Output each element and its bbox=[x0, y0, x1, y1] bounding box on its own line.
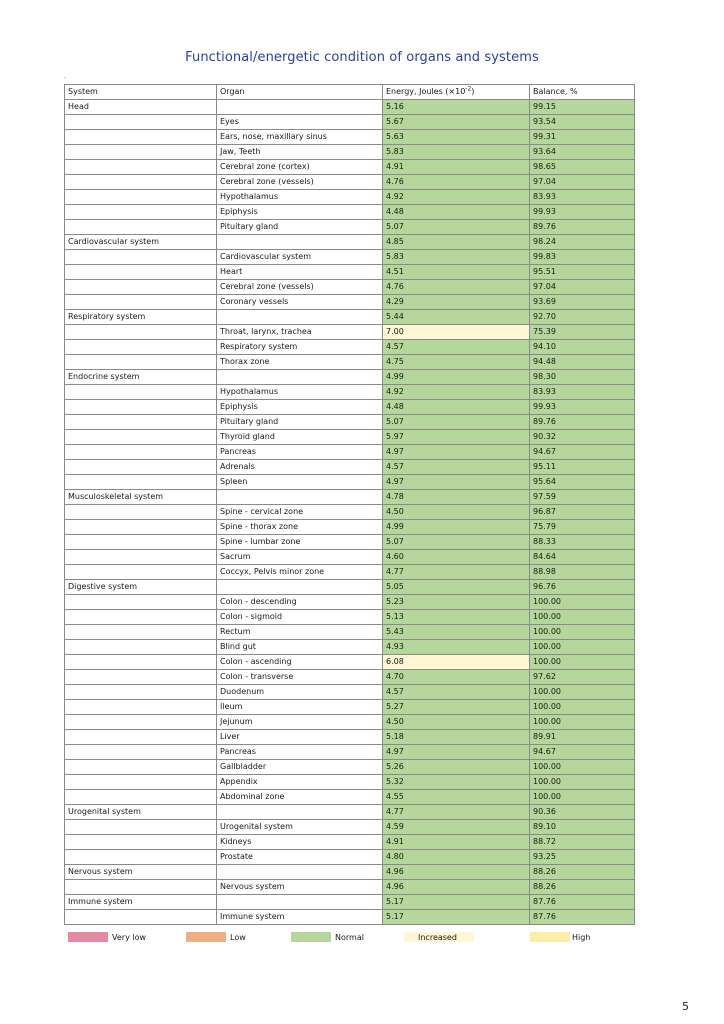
cell-organ: Thorax zone bbox=[217, 355, 383, 370]
cell-energy: 4.96 bbox=[383, 880, 530, 895]
cell-balance: 99.31 bbox=[530, 130, 635, 145]
header-energy-suffix: ) bbox=[471, 87, 475, 96]
cell-organ: Cardiovascular system bbox=[217, 250, 383, 265]
cell-organ: Abdominal zone bbox=[217, 790, 383, 805]
color-legend bbox=[64, 932, 634, 944]
cell-system bbox=[65, 565, 217, 580]
cell-balance: 100.00 bbox=[530, 700, 635, 715]
legend-label: Very low bbox=[112, 933, 146, 942]
cell-system bbox=[65, 400, 217, 415]
cell-balance: 88.98 bbox=[530, 565, 635, 580]
cell-energy: 4.92 bbox=[383, 190, 530, 205]
cell-system bbox=[65, 640, 217, 655]
cell-balance: 89.76 bbox=[530, 220, 635, 235]
cell-balance: 96.76 bbox=[530, 580, 635, 595]
cell-organ: Throat, larynx, trachea bbox=[217, 325, 383, 340]
table-row bbox=[65, 715, 635, 730]
cell-organ: Nervous system bbox=[217, 880, 383, 895]
cell-organ: Coronary vessels bbox=[217, 295, 383, 310]
cell-system: Immune system bbox=[65, 895, 217, 910]
table-row bbox=[65, 835, 635, 850]
cell-organ: Jejunum bbox=[217, 715, 383, 730]
table-row bbox=[65, 355, 635, 370]
cell-organ: Cerebral zone (vessels) bbox=[217, 280, 383, 295]
cell-organ: Hypothalamus bbox=[217, 385, 383, 400]
cell-energy: 5.67 bbox=[383, 115, 530, 130]
cell-organ bbox=[217, 490, 383, 505]
cell-balance: 88.33 bbox=[530, 535, 635, 550]
header-system: System bbox=[65, 85, 217, 100]
cell-system bbox=[65, 475, 217, 490]
cell-system bbox=[65, 730, 217, 745]
cell-energy: 5.26 bbox=[383, 760, 530, 775]
cell-energy: 5.05 bbox=[383, 580, 530, 595]
header-energy-exponent: -2 bbox=[465, 85, 472, 93]
cell-system: Endocrine system bbox=[65, 370, 217, 385]
cell-energy: 4.97 bbox=[383, 745, 530, 760]
table-row bbox=[65, 250, 635, 265]
cell-energy: 5.44 bbox=[383, 310, 530, 325]
cell-organ: Blind gut bbox=[217, 640, 383, 655]
cell-organ: Colon - descending bbox=[217, 595, 383, 610]
cell-balance: 92.70 bbox=[530, 310, 635, 325]
cell-energy: 4.99 bbox=[383, 370, 530, 385]
cell-energy: 4.85 bbox=[383, 235, 530, 250]
table-row bbox=[65, 790, 635, 805]
cell-balance: 100.00 bbox=[530, 790, 635, 805]
header-energy-prefix: Energy, Joules (×10 bbox=[386, 87, 466, 96]
cell-system bbox=[65, 835, 217, 850]
cell-system: Digestive system bbox=[65, 580, 217, 595]
cell-energy: 4.59 bbox=[383, 820, 530, 835]
cell-energy: 4.75 bbox=[383, 355, 530, 370]
legend-swatch bbox=[68, 932, 108, 942]
cell-system bbox=[65, 655, 217, 670]
cell-balance: 93.25 bbox=[530, 850, 635, 865]
cell-energy: 4.51 bbox=[383, 265, 530, 280]
cell-system: Urogenital system bbox=[65, 805, 217, 820]
cell-energy: 5.07 bbox=[383, 415, 530, 430]
legend-label: Low bbox=[230, 933, 246, 942]
cell-balance: 97.04 bbox=[530, 175, 635, 190]
cell-system bbox=[65, 850, 217, 865]
table-row bbox=[65, 400, 635, 415]
table-row bbox=[65, 175, 635, 190]
table-row bbox=[65, 655, 635, 670]
table-row bbox=[65, 670, 635, 685]
cell-balance: 89.91 bbox=[530, 730, 635, 745]
cell-system bbox=[65, 295, 217, 310]
cell-energy: 4.96 bbox=[383, 865, 530, 880]
table-row bbox=[65, 865, 635, 880]
cell-balance: 95.11 bbox=[530, 460, 635, 475]
cell-energy: 7.00 bbox=[383, 325, 530, 340]
legend-swatch bbox=[186, 932, 226, 942]
cell-balance: 99.93 bbox=[530, 400, 635, 415]
cell-balance: 94.67 bbox=[530, 445, 635, 460]
table-row bbox=[65, 685, 635, 700]
legend-swatch bbox=[291, 932, 331, 942]
cell-system: Head bbox=[65, 100, 217, 115]
cell-organ: Cerebral zone (vessels) bbox=[217, 175, 383, 190]
cell-balance: 99.93 bbox=[530, 205, 635, 220]
cell-organ bbox=[217, 580, 383, 595]
cell-organ: Epiphysis bbox=[217, 400, 383, 415]
table-row bbox=[65, 700, 635, 715]
cell-energy: 5.13 bbox=[383, 610, 530, 625]
table-row bbox=[65, 160, 635, 175]
table-body bbox=[65, 100, 635, 925]
cell-energy: 4.57 bbox=[383, 340, 530, 355]
legend-swatch bbox=[530, 932, 570, 942]
cell-organ bbox=[217, 805, 383, 820]
cell-organ: Spine - lumbar zone bbox=[217, 535, 383, 550]
table-row bbox=[65, 415, 635, 430]
cell-energy: 5.16 bbox=[383, 100, 530, 115]
cell-balance: 93.64 bbox=[530, 145, 635, 160]
cell-balance: 94.48 bbox=[530, 355, 635, 370]
cell-organ: Colon - transverse bbox=[217, 670, 383, 685]
cell-balance: 88.26 bbox=[530, 880, 635, 895]
cell-balance: 93.54 bbox=[530, 115, 635, 130]
organs-table bbox=[64, 84, 635, 925]
table-row bbox=[65, 385, 635, 400]
cell-energy: 5.18 bbox=[383, 730, 530, 745]
cell-system bbox=[65, 880, 217, 895]
cell-organ bbox=[217, 370, 383, 385]
table-row bbox=[65, 235, 635, 250]
cell-system bbox=[65, 700, 217, 715]
table-row bbox=[65, 805, 635, 820]
table-row bbox=[65, 775, 635, 790]
cell-organ: Duodenum bbox=[217, 685, 383, 700]
table-row bbox=[65, 460, 635, 475]
table-row bbox=[65, 430, 635, 445]
table-row bbox=[65, 190, 635, 205]
table-row bbox=[65, 220, 635, 235]
stray-mark: . bbox=[64, 73, 66, 80]
cell-balance: 95.51 bbox=[530, 265, 635, 280]
table-row bbox=[65, 820, 635, 835]
cell-system bbox=[65, 760, 217, 775]
table-row bbox=[65, 325, 635, 340]
cell-system bbox=[65, 190, 217, 205]
cell-balance: 99.83 bbox=[530, 250, 635, 265]
table-row bbox=[65, 280, 635, 295]
cell-energy: 4.70 bbox=[383, 670, 530, 685]
cell-organ: Colon - sigmoid bbox=[217, 610, 383, 625]
table-header-row bbox=[65, 85, 635, 100]
cell-organ: Pancreas bbox=[217, 445, 383, 460]
cell-system bbox=[65, 625, 217, 640]
cell-organ: Immune system bbox=[217, 910, 383, 925]
cell-balance: 88.72 bbox=[530, 835, 635, 850]
cell-system bbox=[65, 715, 217, 730]
cell-system bbox=[65, 130, 217, 145]
cell-system bbox=[65, 205, 217, 220]
legend-label: Normal bbox=[335, 933, 364, 942]
cell-organ: Rectum bbox=[217, 625, 383, 640]
cell-system bbox=[65, 535, 217, 550]
cell-energy: 4.91 bbox=[383, 160, 530, 175]
cell-balance: 89.10 bbox=[530, 820, 635, 835]
cell-organ: Ileum bbox=[217, 700, 383, 715]
cell-energy: 4.77 bbox=[383, 565, 530, 580]
cell-balance: 87.76 bbox=[530, 895, 635, 910]
cell-organ: Sacrum bbox=[217, 550, 383, 565]
cell-balance: 83.93 bbox=[530, 385, 635, 400]
cell-organ: Liver bbox=[217, 730, 383, 745]
cell-system bbox=[65, 415, 217, 430]
cell-balance: 75.79 bbox=[530, 520, 635, 535]
cell-organ: Pituitary gland bbox=[217, 220, 383, 235]
cell-energy: 5.32 bbox=[383, 775, 530, 790]
cell-system bbox=[65, 115, 217, 130]
cell-system bbox=[65, 445, 217, 460]
cell-energy: 4.91 bbox=[383, 835, 530, 850]
cell-system bbox=[65, 820, 217, 835]
cell-energy: 4.50 bbox=[383, 715, 530, 730]
cell-system bbox=[65, 685, 217, 700]
cell-energy: 4.48 bbox=[383, 400, 530, 415]
header-organ: Organ bbox=[217, 85, 383, 100]
cell-organ: Gallbladder bbox=[217, 760, 383, 775]
cell-system bbox=[65, 910, 217, 925]
cell-energy: 5.17 bbox=[383, 895, 530, 910]
page-title: Functional/energetic condition of organs and systems bbox=[185, 50, 539, 65]
cell-system bbox=[65, 385, 217, 400]
cell-system bbox=[65, 325, 217, 340]
cell-system: Respiratory system bbox=[65, 310, 217, 325]
cell-energy: 5.27 bbox=[383, 700, 530, 715]
cell-organ bbox=[217, 895, 383, 910]
cell-system bbox=[65, 265, 217, 280]
cell-balance: 96.87 bbox=[530, 505, 635, 520]
cell-energy: 5.63 bbox=[383, 130, 530, 145]
cell-energy: 4.99 bbox=[383, 520, 530, 535]
table-row bbox=[65, 295, 635, 310]
cell-balance: 89.76 bbox=[530, 415, 635, 430]
cell-balance: 100.00 bbox=[530, 640, 635, 655]
cell-balance: 98.30 bbox=[530, 370, 635, 385]
table-row bbox=[65, 565, 635, 580]
table-row bbox=[65, 115, 635, 130]
cell-system: Musculoskeletal system bbox=[65, 490, 217, 505]
cell-organ: Spleen bbox=[217, 475, 383, 490]
cell-energy: 4.77 bbox=[383, 805, 530, 820]
cell-balance: 94.67 bbox=[530, 745, 635, 760]
cell-energy: 4.76 bbox=[383, 175, 530, 190]
cell-balance: 75.39 bbox=[530, 325, 635, 340]
cell-energy: 4.78 bbox=[383, 490, 530, 505]
cell-balance: 83.93 bbox=[530, 190, 635, 205]
cell-organ: Heart bbox=[217, 265, 383, 280]
table-row bbox=[65, 370, 635, 385]
cell-organ: Pituitary gland bbox=[217, 415, 383, 430]
cell-organ: Spine - cervical zone bbox=[217, 505, 383, 520]
header-energy bbox=[383, 85, 530, 100]
cell-organ bbox=[217, 235, 383, 250]
table-row bbox=[65, 520, 635, 535]
cell-system bbox=[65, 250, 217, 265]
cell-balance: 84.64 bbox=[530, 550, 635, 565]
table-row bbox=[65, 595, 635, 610]
cell-system bbox=[65, 460, 217, 475]
cell-energy: 4.97 bbox=[383, 475, 530, 490]
cell-balance: 98.24 bbox=[530, 235, 635, 250]
cell-organ bbox=[217, 100, 383, 115]
table-row bbox=[65, 340, 635, 355]
cell-organ: Hypothalamus bbox=[217, 190, 383, 205]
cell-balance: 88.26 bbox=[530, 865, 635, 880]
table-row bbox=[65, 640, 635, 655]
cell-system bbox=[65, 220, 217, 235]
cell-energy: 5.07 bbox=[383, 535, 530, 550]
cell-system bbox=[65, 520, 217, 535]
cell-system bbox=[65, 775, 217, 790]
cell-balance: 93.69 bbox=[530, 295, 635, 310]
table-row bbox=[65, 100, 635, 115]
cell-balance: 90.36 bbox=[530, 805, 635, 820]
cell-organ: Colon - ascending bbox=[217, 655, 383, 670]
legend-label: High bbox=[572, 933, 591, 942]
table-row bbox=[65, 745, 635, 760]
table-row bbox=[65, 610, 635, 625]
table-row bbox=[65, 205, 635, 220]
table-row bbox=[65, 445, 635, 460]
cell-energy: 4.57 bbox=[383, 460, 530, 475]
cell-system bbox=[65, 670, 217, 685]
cell-energy: 4.60 bbox=[383, 550, 530, 565]
table-row bbox=[65, 580, 635, 595]
cell-energy: 4.29 bbox=[383, 295, 530, 310]
table-row bbox=[65, 475, 635, 490]
cell-energy: 4.76 bbox=[383, 280, 530, 295]
cell-balance: 100.00 bbox=[530, 610, 635, 625]
cell-energy: 5.07 bbox=[383, 220, 530, 235]
cell-system bbox=[65, 610, 217, 625]
table-row bbox=[65, 130, 635, 145]
cell-system bbox=[65, 430, 217, 445]
cell-organ bbox=[217, 310, 383, 325]
cell-organ: Kidneys bbox=[217, 835, 383, 850]
cell-organ bbox=[217, 865, 383, 880]
cell-organ: Urogenital system bbox=[217, 820, 383, 835]
table-row bbox=[65, 535, 635, 550]
cell-energy: 4.93 bbox=[383, 640, 530, 655]
cell-organ: Ears, nose, maxillary sinus bbox=[217, 130, 383, 145]
cell-energy: 4.80 bbox=[383, 850, 530, 865]
cell-energy: 5.83 bbox=[383, 250, 530, 265]
cell-energy: 6.08 bbox=[383, 655, 530, 670]
cell-balance: 100.00 bbox=[530, 775, 635, 790]
cell-organ: Eyes bbox=[217, 115, 383, 130]
cell-energy: 4.55 bbox=[383, 790, 530, 805]
table-row bbox=[65, 490, 635, 505]
cell-organ: Prostate bbox=[217, 850, 383, 865]
cell-energy: 4.50 bbox=[383, 505, 530, 520]
table-row bbox=[65, 550, 635, 565]
legend-label: Increased bbox=[418, 933, 457, 942]
cell-system bbox=[65, 340, 217, 355]
cell-energy: 5.97 bbox=[383, 430, 530, 445]
cell-energy: 5.43 bbox=[383, 625, 530, 640]
table-row bbox=[65, 310, 635, 325]
cell-balance: 100.00 bbox=[530, 760, 635, 775]
cell-organ: Adrenals bbox=[217, 460, 383, 475]
cell-organ: Thyroid gland bbox=[217, 430, 383, 445]
cell-system bbox=[65, 145, 217, 160]
table-row bbox=[65, 145, 635, 160]
cell-balance: 100.00 bbox=[530, 595, 635, 610]
cell-organ: Epiphysis bbox=[217, 205, 383, 220]
cell-balance: 97.62 bbox=[530, 670, 635, 685]
cell-balance: 100.00 bbox=[530, 655, 635, 670]
cell-energy: 5.83 bbox=[383, 145, 530, 160]
cell-system bbox=[65, 505, 217, 520]
cell-balance: 87.76 bbox=[530, 910, 635, 925]
cell-balance: 100.00 bbox=[530, 625, 635, 640]
cell-system: Nervous system bbox=[65, 865, 217, 880]
cell-balance: 95.64 bbox=[530, 475, 635, 490]
cell-energy: 4.57 bbox=[383, 685, 530, 700]
cell-energy: 4.92 bbox=[383, 385, 530, 400]
cell-energy: 5.23 bbox=[383, 595, 530, 610]
table-row bbox=[65, 850, 635, 865]
cell-system bbox=[65, 175, 217, 190]
cell-balance: 97.59 bbox=[530, 490, 635, 505]
cell-organ: Spine - thorax zone bbox=[217, 520, 383, 535]
cell-balance: 100.00 bbox=[530, 715, 635, 730]
cell-balance: 90.32 bbox=[530, 430, 635, 445]
page-number: 5 bbox=[682, 1000, 689, 1013]
cell-organ: Jaw, Teeth bbox=[217, 145, 383, 160]
table-row bbox=[65, 505, 635, 520]
cell-balance: 99.15 bbox=[530, 100, 635, 115]
cell-system bbox=[65, 550, 217, 565]
table-row bbox=[65, 895, 635, 910]
cell-organ: Coccyx, Pelvis minor zone bbox=[217, 565, 383, 580]
cell-organ: Pancreas bbox=[217, 745, 383, 760]
cell-system bbox=[65, 280, 217, 295]
table-row bbox=[65, 265, 635, 280]
cell-energy: 4.97 bbox=[383, 445, 530, 460]
table-row bbox=[65, 910, 635, 925]
cell-system bbox=[65, 745, 217, 760]
table-row bbox=[65, 760, 635, 775]
header-balance: Balance, % bbox=[530, 85, 635, 100]
cell-balance: 98.65 bbox=[530, 160, 635, 175]
cell-system bbox=[65, 595, 217, 610]
cell-balance: 94.10 bbox=[530, 340, 635, 355]
cell-system bbox=[65, 160, 217, 175]
cell-system bbox=[65, 355, 217, 370]
cell-balance: 100.00 bbox=[530, 685, 635, 700]
table-row bbox=[65, 730, 635, 745]
table-row bbox=[65, 625, 635, 640]
cell-energy: 5.17 bbox=[383, 910, 530, 925]
cell-organ: Appendix bbox=[217, 775, 383, 790]
cell-balance: 97.04 bbox=[530, 280, 635, 295]
cell-organ: Respiratory system bbox=[217, 340, 383, 355]
cell-system: Cardiovascular system bbox=[65, 235, 217, 250]
cell-energy: 4.48 bbox=[383, 205, 530, 220]
cell-system bbox=[65, 790, 217, 805]
table-row bbox=[65, 880, 635, 895]
cell-organ: Cerebral zone (cortex) bbox=[217, 160, 383, 175]
